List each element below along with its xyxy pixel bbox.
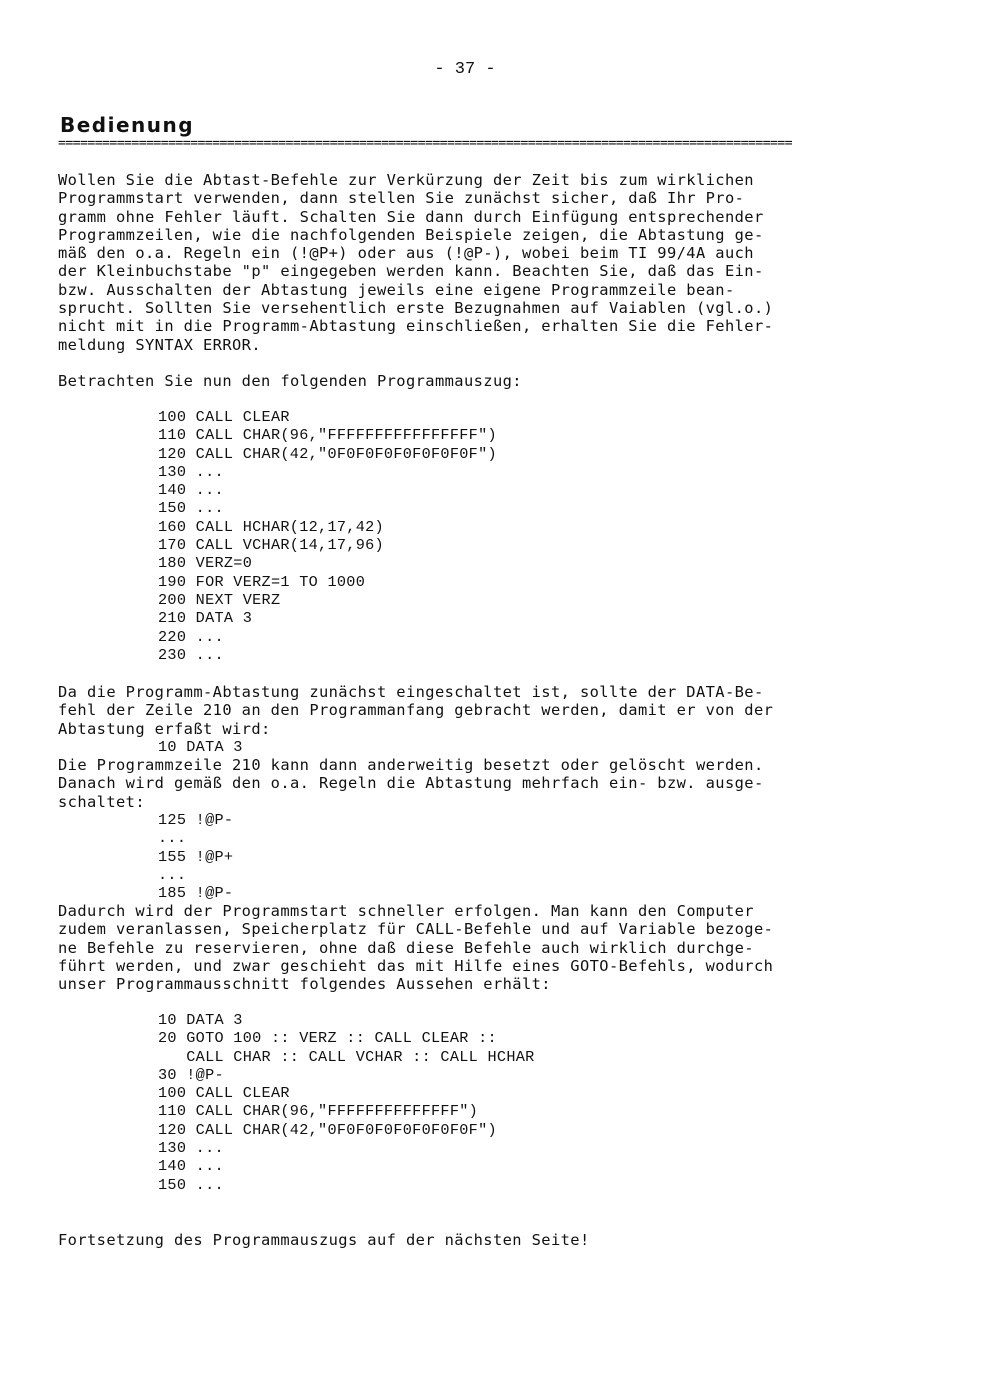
- goto-paragraph: Dadurch wird der Programmstart schneller erfolgen. Man kann den Computer zudem veranlassen, Speicherplatz für CALL-Befehle und auf Variable bezoge- ne Befehle zu reservieren, ohne daß diese Befehle auch wirklich durchge- führt werden, und zwar geschieht das mit Hilfe eines GOTO-Befehls, wodurch unser Programmausschnitt folgendes Aussehen erhält:: [58, 902, 774, 994]
- toggle-paragraph: Die Programmzeile 210 kann dann anderweitig besetzt oder gelöscht werden. Danach wird gemäß den o.a. Regeln die Abtastung mehrfach ein- bzw. ausge- schaltet:: [58, 756, 764, 811]
- section-heading: Bedienung: [60, 113, 195, 137]
- program-listing-data-line: 10 DATA 3: [158, 738, 243, 756]
- program-listing-toggles: 125 !@P- ... 155 !@P+ ... 185 !@P-: [158, 811, 234, 903]
- intro-paragraph: Wollen Sie die Abtast-Befehle zur Verkürzung der Zeit bis zum wirklichen Programmstart verwenden, dann stellen Sie zunächst sicher, daß Ihr Pro- gramm ohne Fehler läuft. Schalten Sie dann durch Einfügung entsprechender Programmzeilen, wie die nachfolgenden Beispiele zeigen, die Abtastung ge- mäß den o.a. Regeln ein (!@P+) oder aus (!@P-), wobei beim TI 99/4A auch der Kleinbuchstabe "p" eingegeben werden kann. Beachten Sie, daß das Ein- bzw. Ausschalten der Abtastung jeweils eine eigene Programmzeile bean- sprucht. Sollten Sie versehentlich erste Bezugnahmen auf Vaiablen (vgl.o.) nicht mit in die Programm-Abtastung einschließen, erhalten Sie die Fehler- meldung SYNTAX ERROR.: [58, 171, 774, 354]
- heading-underline: ====================================================================================================: [58, 137, 792, 150]
- program-listing-goto: 10 DATA 3 20 GOTO 100 :: VERZ :: CALL CLEAR :: CALL CHAR :: CALL VCHAR :: CALL HCHAR 30 !@P- 100 CALL CLEAR 110 CALL CHAR(96,"FFFFFFFFFFFFFF") 120 CALL CHAR(42,"0F0F0F0F0F0F0F0F") 130 ... 140 ... 150 ...: [158, 1011, 535, 1194]
- listing-intro-paragraph: Betrachten Sie nun den folgenden Programmauszug:: [58, 372, 522, 390]
- continuation-note: Fortsetzung des Programmauszugs auf der nächsten Seite!: [58, 1231, 590, 1249]
- program-listing-original: 100 CALL CLEAR 110 CALL CHAR(96,"FFFFFFFFFFFFFFFF") 120 CALL CHAR(42,"0F0F0F0F0F0F0F0F") 130 ... 140 ... 150 ... 160 CALL HCHAR(12,17,42) 170 CALL VCHAR(14,17,96) 180 VERZ=0 190 FOR VERZ=1 TO 1000 200 NEXT VERZ 210 DATA 3 220 ... 230 ...: [158, 408, 497, 664]
- data-line-paragraph: Da die Programm-Abtastung zunächst eingeschaltet ist, sollte der DATA-Be- fehl der Zeile 210 an den Programmanfang gebracht werden, damit er von der Abtastung erfaßt wird:: [58, 683, 774, 738]
- page-number: - 37 -: [434, 60, 496, 79]
